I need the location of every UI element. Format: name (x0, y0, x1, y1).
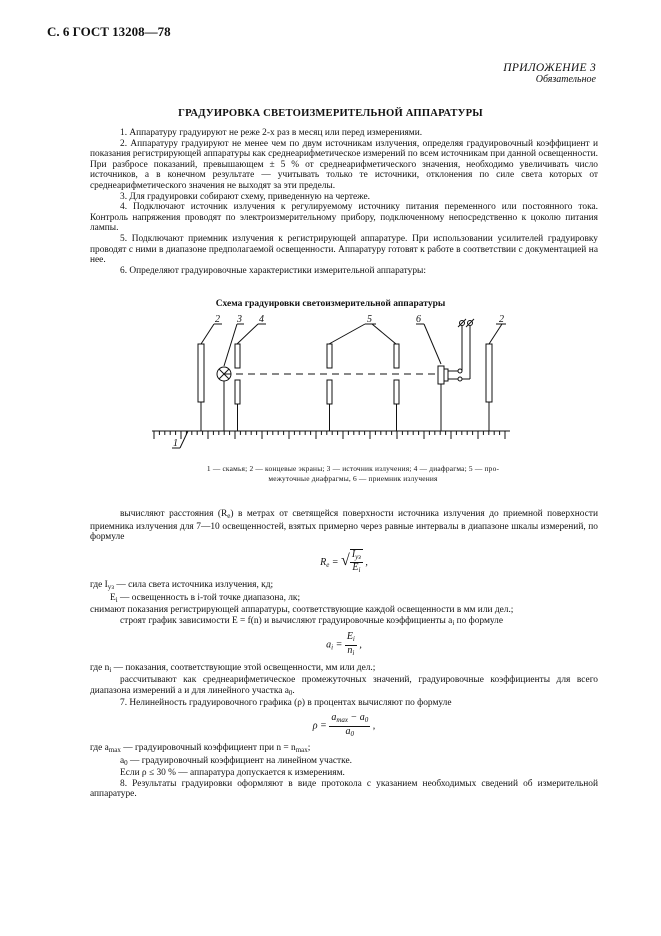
label-3: 3 (237, 314, 242, 325)
appendix-status: Обязательное (535, 74, 596, 85)
receiver (438, 366, 444, 384)
appendix-label (503, 62, 596, 85)
averages-text: рассчитывают как среднеарифметическое промежуточных значений, градуировочные коэффициенты для всего диапазона измерений a и для линейного участка $a_0$. (90, 675, 598, 697)
paragraph-3: 3. Для градуировки собирают схему, приведенную на чертеже. (120, 191, 371, 202)
plot-text: строят график зависимости E = f(n) и вычисляют градуировочные коэффициенты $a_i$ по формуле (120, 615, 504, 627)
page-header: С. 6 ГОСТ 13208—78 (47, 24, 171, 39)
calibration-scheme-diagram (140, 312, 520, 460)
label-2-right: 2 (499, 314, 504, 325)
where-3b: $a_0$ — градуировочный коэффициент на линейном участке. (120, 755, 352, 767)
diaphragm-top (235, 344, 240, 368)
formula-nonlinearity: ρ = $\frac{a_{max} - a_0}{a_0}$ , (312, 711, 376, 738)
appendix-number: ПРИЛОЖЕНИЕ 3 (503, 62, 596, 74)
scheme-title: Схема градуировки светоизмерительной аппаратуры (215, 299, 446, 309)
label-4: 4 (259, 314, 264, 325)
formula-distance: $R_e$ = √ $\frac{I_{уз}}{E_i}$ , (320, 548, 368, 575)
end-screen-right (486, 344, 492, 402)
document-title: ГРАДУИРОВКА СВЕТОИЗМЕРИТЕЛЬНОЙ АППАРАТУРЫ (178, 108, 483, 119)
paragraph-7: 7. Нелинейность градуировочного графика (ρ) в процентах вычисляют по формуле (120, 698, 452, 709)
scheme-caption (188, 464, 518, 484)
label-1: 1 (173, 438, 178, 449)
calc-intro: вычисляют расстояния $(R_e)$ в метрах от светящейся поверхности источника излучения до приемной поверхности приемника излучения для 7—10 освещенностей, взятых примерно через равные интервалы в диапазоне шкалы измерений, по формуле (90, 509, 598, 543)
caption-line-2: межуточные диафрагмы, 6 — приемник излучения (268, 474, 438, 483)
calculation-section (90, 509, 598, 800)
where-2: где $n_i$ — показания, соответствующие этой освещенности, мм или дел.; (90, 662, 376, 674)
paragraph-8: 8. Результаты градуировки оформляют в виде протокола с указанием необходимых сведений об измерительной аппаратуре. (90, 778, 598, 800)
label-6: 6 (416, 314, 421, 325)
paragraph-1: 1. Аппаратуру градуируют не реже 2-х раз в месяц или перед измерениями. (120, 128, 423, 138)
paragraph-4: 4. Подключают источник излучения к регулируемому источнику питания переменного или постоянного тока. Контроль напряжения проводят по электроизмерительному прибору, подключенному непосредственно к цоколю питания лампы. (90, 202, 598, 234)
where-1a: где $I_{уз}$ — сила света источника излучения, кд; (90, 579, 274, 591)
paragraph-2: 2. Аппаратуру градуируют не менее чем по двум источникам излучения, определяя градуировочный коэффициент и показания регистрирующей аппаратуры как среднеарифметическое измерений по всем источникам при данной освещенности. При разбросе показаний, превышающем ± 5 % от среднеарифметического значения, необходимо увеличивать число источников, а в конечном результате — учитывать только те источники, отклонения по силе света которых от среднеарифметического значения не выходят за эти пределы. (90, 138, 598, 191)
limit-text: Если ρ ≤ 30 % — аппаратура допускается к измерениям. (120, 768, 345, 779)
paragraph-5: 5. Подключают приемник излучения к регистрирующей аппаратуре. При использовании усилителей градуировку проводят с ними в диапазоне предполагаемой освещенности. Аппаратуру готовят к работе в соответствии с документацией на нее. (90, 233, 598, 266)
where-3a: где $a_{max}$ — градуировочный коэффициент при $n = n_{max}$; (90, 743, 311, 755)
readings-text: снимают показания регистрирующей аппаратуры, соответствующие каждой освещенности в мм или дел.; (90, 605, 514, 616)
formula-coefficient: $a_i$ = $\frac{E_i}{n_i}$ , (326, 631, 362, 657)
where-1b: $E_i$ — освещенность в i-той точке диапазона, лк; (110, 592, 301, 604)
paragraph-6: 6. Определяют градуировочные характеристики измерительной аппаратуры: (120, 265, 426, 276)
diaphragm-bottom (235, 380, 240, 404)
caption-line-1: 1 — скамья; 2 — концевые экраны; 3 — источник излучения; 4 — диафрагма; 5 — про- (206, 464, 500, 473)
label-2-left: 2 (215, 314, 220, 325)
label-5: 5 (367, 314, 372, 325)
intro-paragraphs (90, 128, 598, 276)
end-screen-left (198, 344, 204, 402)
